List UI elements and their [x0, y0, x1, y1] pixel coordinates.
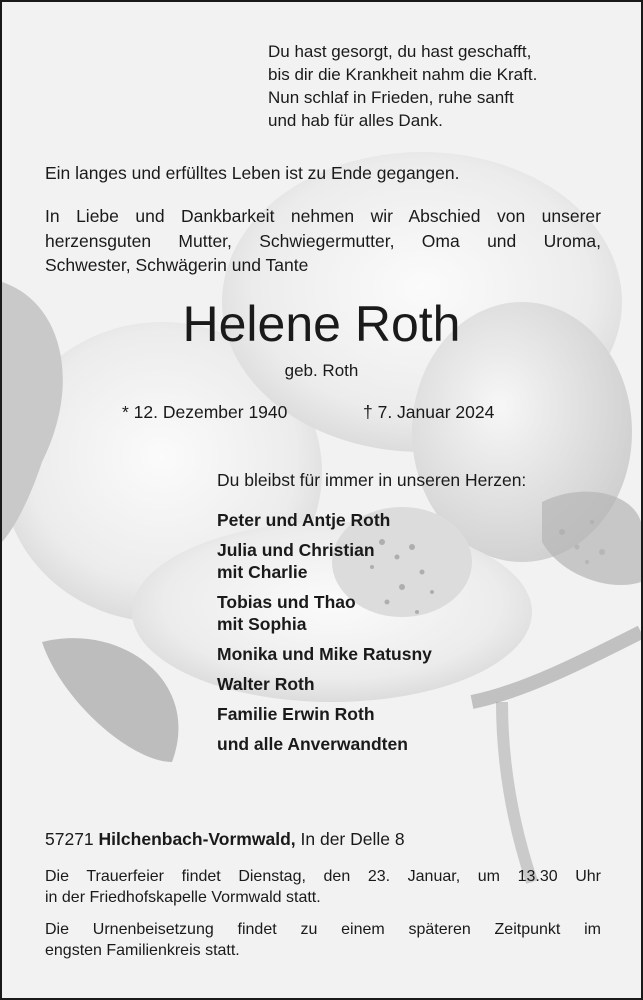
mourner-entry: [217, 703, 432, 725]
mourner-line: Walter Roth: [217, 674, 315, 694]
poem-line: bis dir die Krankheit nahm die Kraft.: [268, 65, 538, 84]
funeral-info: [45, 866, 601, 908]
birth-date: * 12. Dezember 1940: [122, 402, 288, 422]
poem-line: Nun schlaf in Frieden, ruhe sanft: [268, 88, 514, 107]
mourner-entry: [217, 643, 432, 665]
remembrance-line: Du bleibst für immer in unseren Herzen:: [217, 470, 527, 490]
mourner-entry: [217, 509, 432, 531]
urn-burial-line: engsten Familienkreis statt.: [45, 942, 240, 959]
birth-name: geb. Roth: [284, 361, 359, 380]
mourner-line: Familie Erwin Roth: [217, 704, 375, 724]
street: In der Delle 8: [300, 829, 405, 849]
mourner-line: und alle Anverwandten: [217, 734, 408, 754]
address: [45, 829, 405, 850]
intro-sentence: Ein langes und erfülltes Leben ist zu Ende gegangen.: [45, 163, 460, 183]
mourner-line: Julia und Christian: [217, 540, 375, 560]
mourner-entry: [217, 733, 432, 755]
mourner-entry: [217, 539, 432, 583]
mourner-line: mit Charlie: [217, 562, 308, 582]
postal-code: 57271: [45, 829, 94, 849]
poem-line: Du hast gesorgt, du hast geschafft,: [268, 42, 532, 61]
farewell-text: [45, 204, 601, 278]
mourner-line: Peter und Antje Roth: [217, 510, 391, 530]
farewell-line: Schwester, Schwägerin und Tante: [45, 255, 309, 275]
poem-line: und hab für alles Dank.: [268, 111, 443, 130]
funeral-line: in der Friedhofskapelle Vormwald statt.: [45, 889, 321, 906]
town: Hilchenbach-Vormwald,: [98, 829, 296, 849]
mourner-entry: [217, 591, 432, 635]
urn-burial-line: Die Urnenbeisetzung findet zu einem späteren Zeitpunkt im: [45, 921, 601, 938]
deceased-name: Helene Roth: [182, 296, 461, 352]
urn-burial-info: [45, 919, 601, 961]
farewell-line: herzensguten Mutter, Schwiegermutter, Oma und Uroma,: [45, 230, 601, 251]
mourners-list: [217, 509, 432, 763]
death-date: † 7. Januar 2024: [363, 402, 495, 422]
mourner-entry: [217, 673, 432, 695]
poem: [268, 40, 537, 132]
mourner-line: Tobias und Thao: [217, 592, 356, 612]
farewell-line: In Liebe und Dankbarkeit nehmen wir Abschied von unserer: [45, 206, 601, 226]
mourner-line: Monika und Mike Ratusny: [217, 644, 432, 664]
funeral-line: Die Trauerfeier findet Dienstag, den 23. Januar, um 13.30 Uhr: [45, 868, 601, 885]
mourner-line: mit Sophia: [217, 614, 307, 634]
